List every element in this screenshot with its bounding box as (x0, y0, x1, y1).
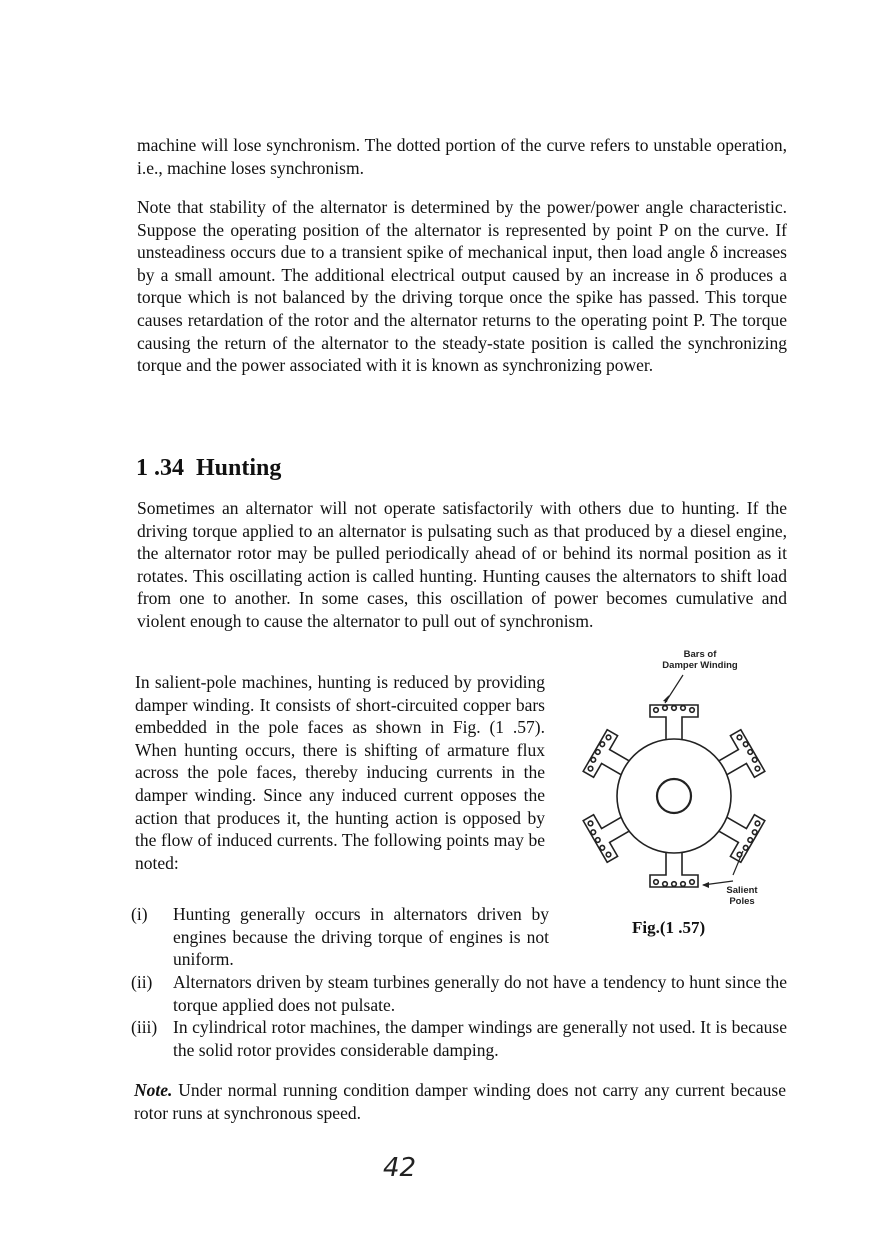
points-list-bottom (131, 971, 787, 1061)
section-title: Hunting (196, 455, 282, 481)
page-number: 42 (383, 1153, 417, 1183)
leader-line-poles-2 (733, 851, 743, 875)
note-paragraph (134, 1079, 786, 1124)
figure-label-poles-line2: Poles (729, 896, 755, 907)
list-item (131, 903, 549, 971)
rotor-diagram (555, 645, 785, 915)
paragraph-damper-winding: In salient-pole machines, hunting is reduced by providing damper winding. It consists of short-circuited copper bars embedded in the pole faces as shown in Fig. (1 .57). When hunting occurs, there is shifting of armature flux across the pole faces, thereby inducing currents in the damper winding. Since any induced current opposes the action that produces it, the hunting action is opposed by the flow of induced currents. The following points may be noted: (135, 672, 545, 873)
salient-pole-bottom (650, 853, 698, 887)
figure-label-poles-line1: Salient (726, 885, 758, 896)
points-list-top (131, 903, 549, 971)
note-text: Under normal running condition damper winding does not carry any current because rotor runs at synchronous speed. (134, 1080, 786, 1123)
salient-pole-lower-right (711, 804, 764, 863)
figure-caption: Fig.(1 .57) (632, 918, 706, 937)
list-item (131, 971, 787, 1016)
leader-arrowhead-poles (702, 882, 709, 888)
list-item-number: (ii) (131, 972, 153, 992)
paragraph-hunting-definition: Sometimes an alternator will not operate satisfactorily with others due to hunting. If the driving torque applied to an alternator is pulsating such as that produced by a diesel engine, the alternator rotor may be pulled periodically ahead of or behind its normal position as it rotates. This oscillating action is called hunting. Hunting causes the alternators to shift load from one to another. In some cases, this oscillation of power becomes cumulative and violent enough to cause the alternator to pull out of synchronism. (137, 498, 787, 631)
salient-pole-top (650, 705, 698, 739)
list-item (131, 1016, 787, 1061)
salient-pole-upper-left (583, 730, 636, 789)
list-item-text: Alternators driven by steam turbines generally do not have a tendency to hunt since the torque applied does not pulsate. (173, 972, 787, 1015)
paragraph-synchronism: machine will lose synchronism. The dotted portion of the curve refers to unstable operation, i.e., machine loses synchronism. (137, 135, 787, 178)
section-number: 1 .34 (136, 455, 184, 481)
list-item-text: Hunting generally occurs in alternators driven by engines because the driving torque of engines is not uniform. (173, 904, 549, 970)
salient-pole-lower-left (583, 804, 636, 863)
figure-label-bars-line1: Bars of (683, 649, 717, 660)
note-label: Note. (134, 1080, 173, 1100)
shaft-circle (657, 779, 691, 813)
list-item-number: (i) (131, 904, 148, 924)
list-item-number: (iii) (131, 1017, 158, 1038)
figure-label-poles (717, 885, 767, 907)
salient-pole-upper-right (711, 730, 764, 789)
section-heading (136, 455, 281, 482)
figure-salient-pole-rotor (555, 645, 785, 945)
list-item-text: In cylindrical rotor machines, the damper windings are generally not used. It is because the solid rotor provides considerable damping. (173, 1017, 787, 1060)
rotor-body-circle (617, 739, 731, 853)
figure-label-bars-line2: Damper Winding (662, 660, 738, 671)
paragraph-stability: Note that stability of the alternator is determined by the power/power angle characteristic. Suppose the operating position of the alternator is represented by point P on the curve. If unsteadiness occurs due to a transient spike of mechanical input, then load angle δ increases by a small amount. The additional electrical output caused by an increase in δ produces a torque which is not balanced by the driving torque once the spike has passed. This torque causes retardation of the rotor and the alternator returns to the operating point P. The torque causing the return of the alternator to the steady-state position is called the synchronizing torque and the power associated with it is known as synchronizing power. (137, 197, 787, 376)
